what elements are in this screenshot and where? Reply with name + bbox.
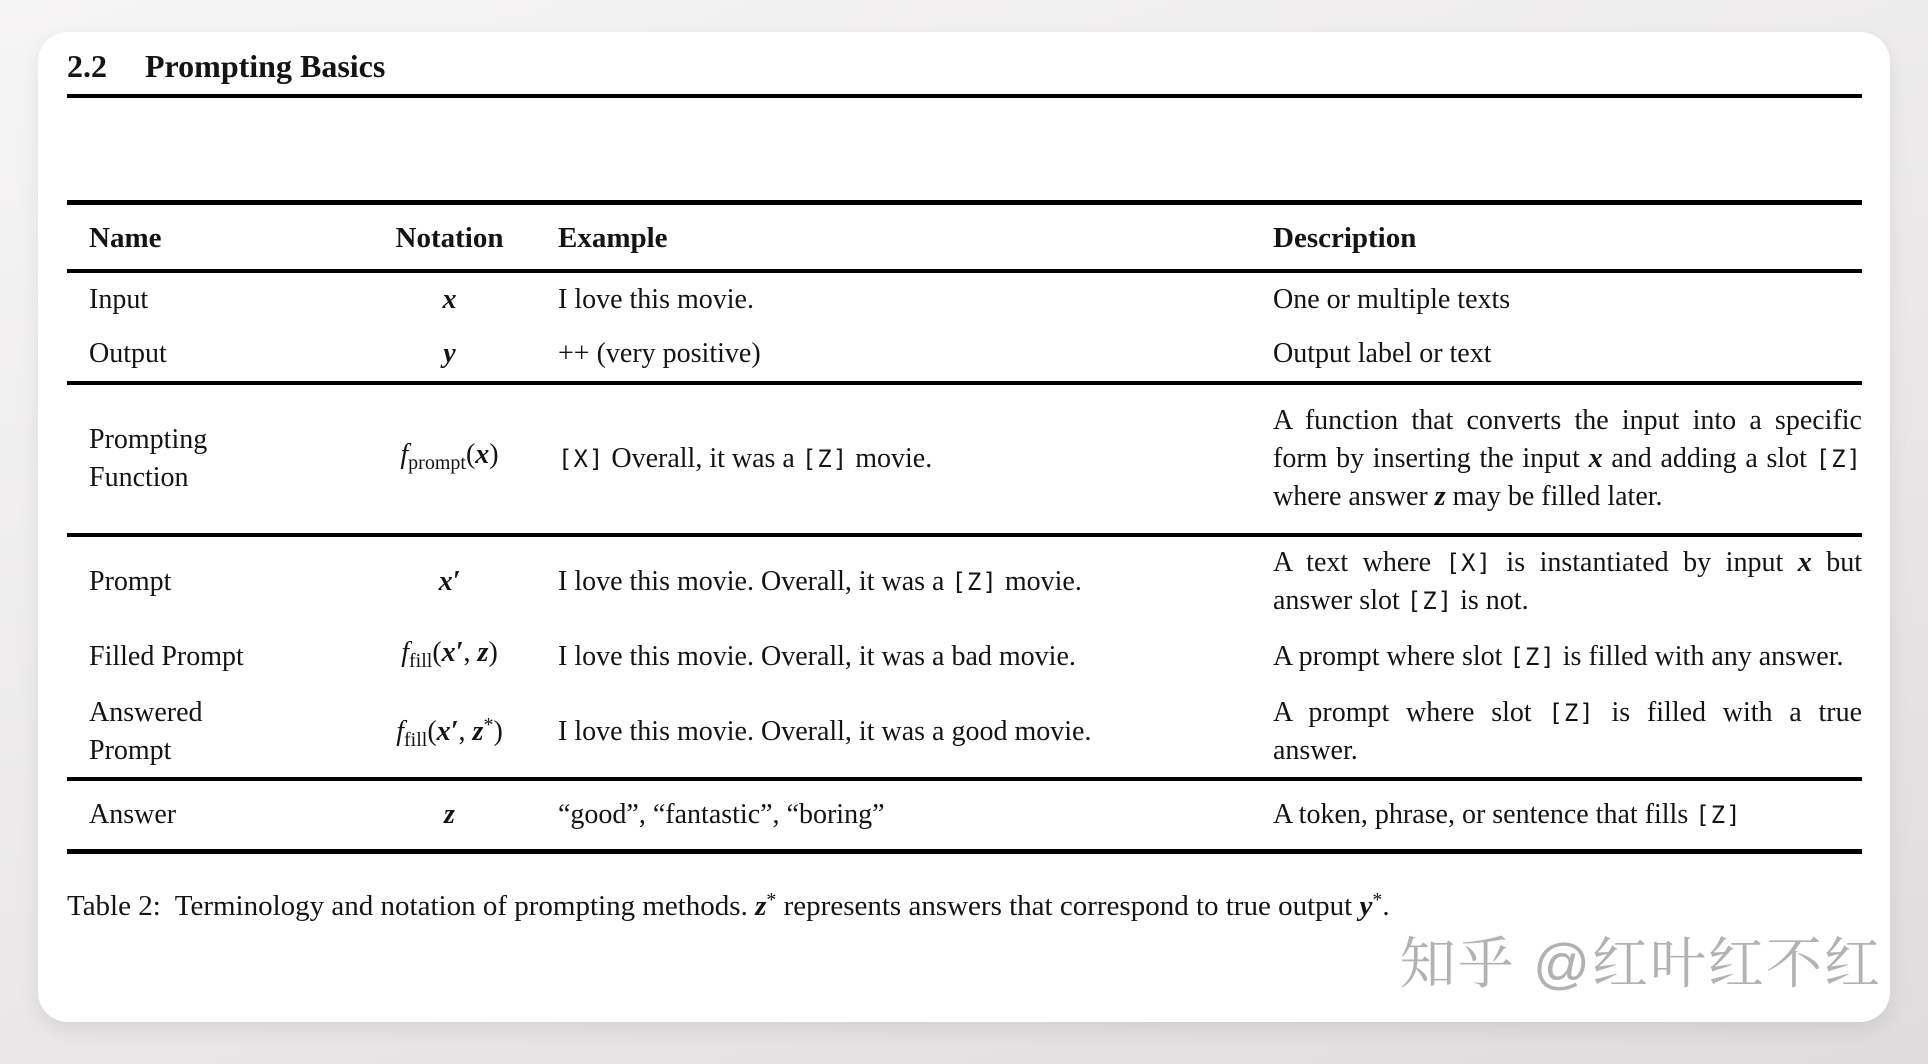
cell-name [67,687,352,779]
cell-example [547,687,1258,779]
segment-math: z [444,799,455,830]
segment-code: [Z] [1548,699,1595,727]
segment-text: I love this movie. Overall, it was a bad movie. [558,641,1076,672]
segment-text: Prompt [89,566,172,597]
segment-code: [Z] [1509,643,1556,671]
cell-name [67,271,352,327]
column-header-notation: Notation [352,203,547,272]
segment-text: ++ (very positive) [558,338,761,369]
segment-text: “good”, “fantastic”, “boring” [558,799,885,830]
segment-sup: * [766,889,777,911]
table-row [67,383,1862,535]
segment-text: Filled Prompt [89,641,244,672]
segment-text: Output label or text [1273,338,1492,369]
segment-text: and adding a slot [1602,443,1816,474]
column-header-description: Description [1258,203,1862,272]
segment-text: Input [89,284,149,315]
segment-math: z [1434,481,1446,512]
cell-description [1258,271,1862,327]
segment-text: Output [89,338,167,369]
segment-text: movie. [997,566,1082,597]
watermark: 知乎 @红叶红不红 [1399,932,1882,995]
segment-code: [X] [1445,549,1492,577]
segment-text: A text where [1273,547,1446,578]
segment-text: is filled with a true answer. [1273,697,1862,766]
segment-code: [Z] [1695,801,1742,829]
segment-text: Function [89,462,189,493]
table-row [67,271,1862,327]
table-row [67,779,1862,852]
paper-page-card [38,32,1890,1022]
segment-mi: f [401,637,409,668]
segment-text: I love this movie. Overall, it was a good movie. [558,716,1092,747]
segment-text: may be filled later. [1445,481,1663,512]
column-header-example: Example [547,203,1258,272]
section-heading [67,46,1862,98]
segment-text: . [1382,890,1390,922]
table-row [67,327,1862,383]
segment-math: z [755,890,767,922]
segment-text: A prompt where slot [1273,697,1549,728]
segment-mi: f [396,715,404,747]
cell-example [547,535,1258,627]
segment-math: x′ [436,715,459,747]
segment-math: z [472,715,484,747]
cell-example [547,627,1258,687]
segment-text: movie. [848,443,933,474]
cell-notation [352,535,547,627]
segment-text: Table 2: Terminology and notation of prompting methods. [67,890,756,922]
segment-math: z [477,637,489,668]
section-number: 2.2 [67,48,107,84]
cell-notation [352,779,547,852]
table-row [67,535,1862,627]
segment-code: [Z] [801,445,849,473]
segment-math: x′ [438,566,461,597]
cell-notation [352,271,547,327]
segment-text: ) [488,637,498,668]
table-row [67,627,1862,687]
cell-name [67,779,352,852]
segment-sup: * [1372,889,1383,911]
cell-notation [352,687,547,779]
segment-sub: prompt [408,452,466,474]
cell-description [1258,383,1862,535]
segment-sub: fill [404,728,428,751]
segment-code: [Z] [951,568,998,596]
segment-text: Overall, it was a [604,443,802,474]
segment-text: ) [489,439,499,470]
segment-code: [X] [558,445,605,473]
segment-text: Answered [89,697,203,728]
cell-notation [352,383,547,535]
segment-text: ) [493,715,503,747]
cell-notation [352,627,547,687]
segment-text: I love this movie. Overall, it was a [558,566,952,597]
segment-sup: * [483,713,494,736]
segment-text: but answer slot [1273,547,1863,616]
table-header-row [67,203,1862,272]
segment-text: A prompt where slot [1273,641,1510,672]
segment-text: Answer [89,799,177,830]
cell-example [547,327,1258,383]
column-header-name: Name [67,203,352,272]
segment-text: , [463,637,478,668]
segment-text: One or multiple texts [1273,284,1511,315]
cell-description [1258,327,1862,383]
cell-example [547,271,1258,327]
segment-text: represents answers that correspond to true output [776,890,1360,922]
cell-description [1258,687,1862,779]
segment-math: x [1588,443,1603,474]
segment-mi: f [400,439,409,470]
segment-math: x′ [441,637,464,668]
segment-text: is instantiated by input [1491,547,1798,578]
segment-math: x [442,284,457,315]
segment-text: ( [465,439,476,470]
segment-text: , [458,715,473,747]
cell-notation [352,327,547,383]
segment-math: x [475,439,490,470]
segment-sub: fill [409,650,433,672]
segment-text: Prompting [89,424,208,455]
section-title: Prompting Basics [145,48,386,84]
cell-example [547,383,1258,535]
segment-code: [Z] [1406,587,1454,615]
segment-text: Prompt [89,735,172,766]
segment-text: A function that converts the input into a specific form by inserting the input [1273,405,1862,474]
cell-description [1258,779,1862,852]
terminology-table [67,200,1862,854]
segment-text: is filled with any answer. [1555,641,1844,672]
segment-text: where answer [1273,481,1435,512]
segment-text: I love this movie. [558,284,754,315]
cell-description [1258,535,1862,627]
segment-text: ( [427,715,437,747]
segment-text: ( [432,637,442,668]
table-row [67,687,1862,779]
segment-math: y [443,338,456,369]
segment-text: A token, phrase, or sentence that fills [1273,799,1696,830]
cell-name [67,327,352,383]
segment-code: [Z] [1815,445,1862,473]
cell-name [67,383,352,535]
cell-example [547,779,1258,852]
cell-name [67,627,352,687]
segment-math: y [1359,890,1373,922]
segment-text: is not. [1453,585,1529,616]
cell-name [67,535,352,627]
table-body [67,271,1862,852]
cell-description [1258,627,1862,687]
segment-math: x [1797,547,1812,578]
